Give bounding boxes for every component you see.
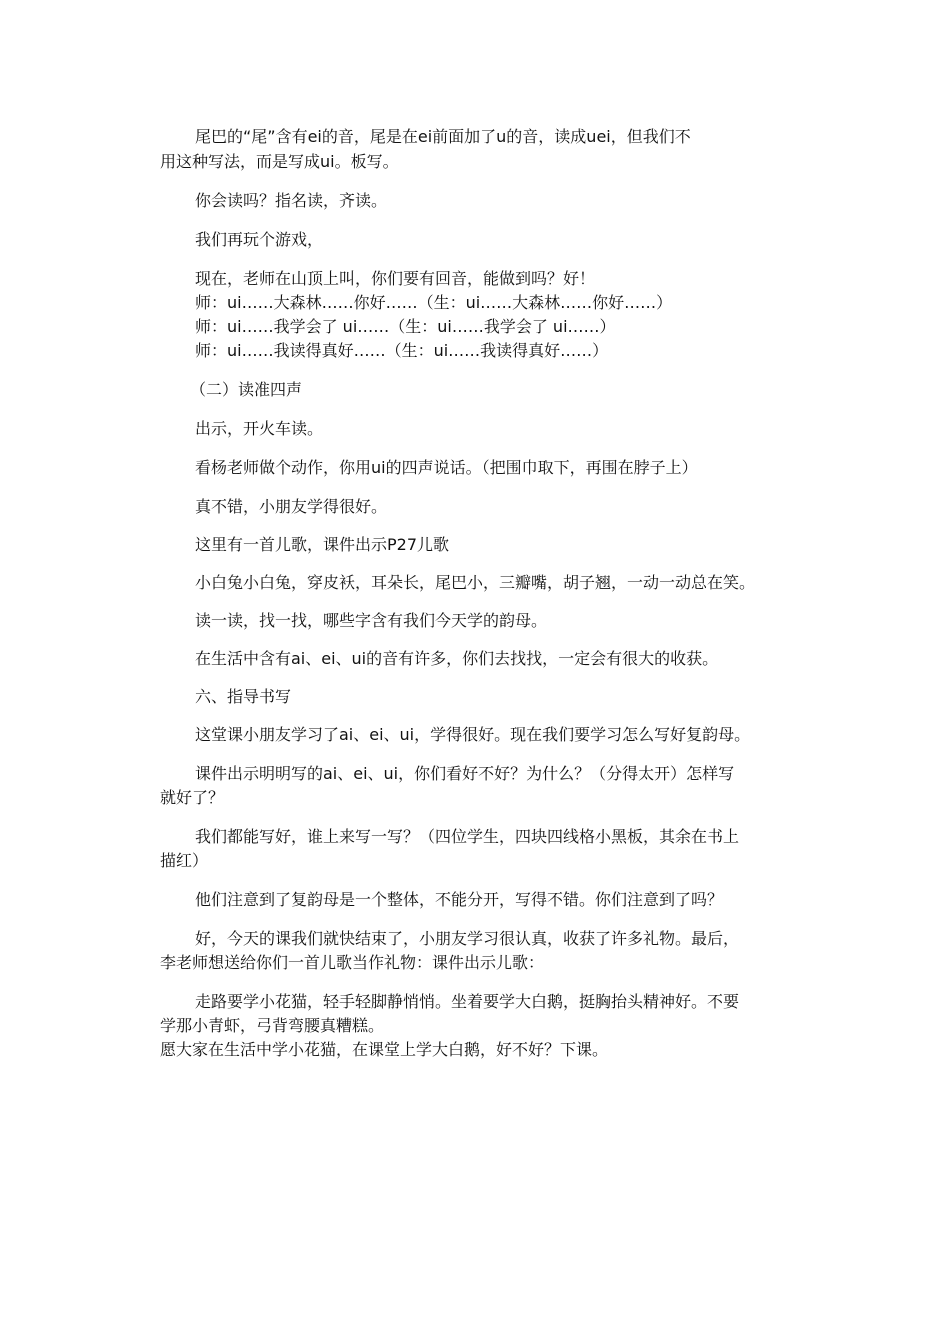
text-line: 课件出示明明写的ai、ei、ui，你们看好不好？为什么？（分得太开）怎样写 [195, 764, 735, 783]
text-line: 真不错，小朋友学得很好。 [195, 497, 388, 516]
text-line: 愿大家在生活中学小花猫，在课堂上学大白鹅，好不好？下课。 [160, 1040, 609, 1059]
text-line: 我们都能写好，谁上来写一写？（四位学生，四块四线格小黑板，其余在书上 [195, 827, 740, 846]
text-line: 出示，开火车读。 [195, 419, 324, 438]
text-line: 这堂课小朋友学习了ai、ei、ui，学得很好。现在我们要学习怎么写好复韵母。 [195, 725, 751, 744]
section-heading: 六、指导书写 [195, 687, 292, 706]
text-line: 看杨老师做个动作，你用ui的四声说话。（把围巾取下，再围在脖子上） [195, 458, 698, 477]
text-line: 师：ui……我学会了 ui……（生：ui……我学会了 ui……） [195, 317, 616, 336]
text-line: 就好了？ [160, 788, 225, 807]
text-line: 走路要学小花猫，轻手轻脚静悄悄。坐着要学大白鹅，挺胸抬头精神好。不要 [195, 992, 740, 1011]
text-line: 他们注意到了复韵母是一个整体，不能分开，写得不错。你们注意到了吗？ [195, 890, 724, 909]
text-line: 尾巴的“尾”含有ei的音，尾是在ei前面加了u的音，读成uei，但我们不 [195, 127, 691, 146]
section-heading: （二）读准四声 [190, 380, 303, 399]
text-line: 李老师想送给你们一首儿歌当作礼物：课件出示儿歌： [160, 953, 545, 972]
text-line: 读一读，找一找，哪些字含有我们今天学的韵母。 [195, 611, 548, 630]
text-line: 你会读吗？指名读，齐读。 [195, 191, 388, 210]
text-line: 师：ui……大森林……你好……（生：ui……大森林……你好……） [195, 293, 673, 312]
text-line: 师：ui……我读得真好……（生：ui……我读得真好……） [195, 341, 609, 360]
text-line: 用这种写法，而是写成ui。板写。 [160, 152, 399, 171]
text-line: 描红） [160, 851, 209, 870]
text-line: 学那小青虾，弓背弯腰真糟糕。 [160, 1016, 385, 1035]
text-line: 小白兔小白兔，穿皮袄，耳朵长，尾巴小，三瓣嘴，胡子翘，一动一动总在笑。 [195, 573, 756, 592]
text-line: 这里有一首儿歌，课件出示P27儿歌 [195, 535, 450, 554]
text-line: 在生活中含有ai、ei、ui的音有许多，你们去找找，一定会有很大的收获。 [195, 649, 719, 668]
text-line: 我们再玩个游戏， [195, 230, 324, 249]
text-line: 好，今天的课我们就快结束了，小朋友学习很认真，收获了许多礼物。最后， [195, 929, 740, 948]
text-line: 现在，老师在山顶上叫，你们要有回音，能做到吗？好！ [195, 269, 596, 288]
